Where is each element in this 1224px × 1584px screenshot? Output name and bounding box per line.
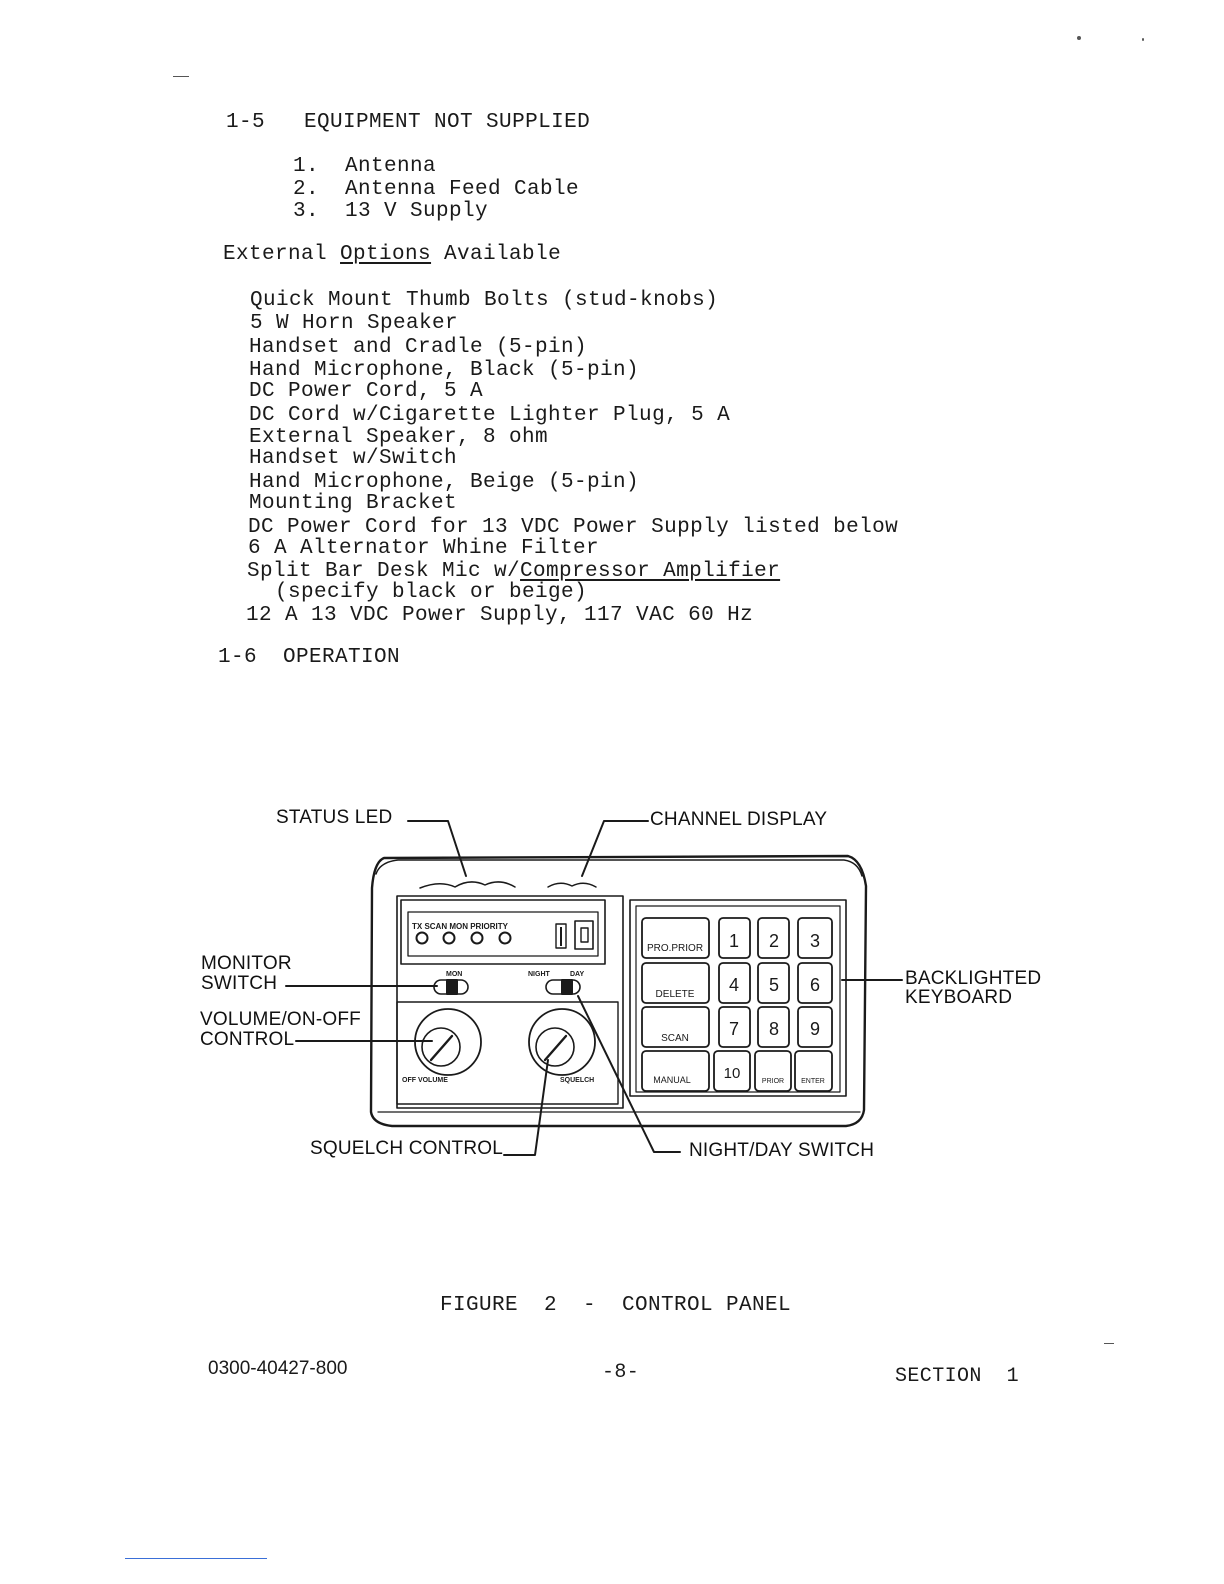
night-label: NIGHT bbox=[528, 971, 550, 978]
item-number: 3. bbox=[293, 200, 320, 223]
mon-label: MON bbox=[446, 971, 463, 978]
key-label-scan: SCAN bbox=[661, 1033, 689, 1044]
label-status-led: STATUS LED bbox=[276, 807, 393, 828]
option-item: Mounting Bracket bbox=[249, 492, 458, 515]
key-label-manual: MANUAL bbox=[653, 1075, 691, 1085]
label-volume-1: VOLUME/ON-OFF bbox=[200, 1009, 361, 1030]
heading-prefix: External bbox=[223, 243, 341, 266]
display-header: TX SCAN MON PRIORITY bbox=[412, 922, 509, 931]
key-label-pro-prior: PRO.PRIOR bbox=[646, 943, 704, 954]
key-label-3: 3 bbox=[809, 931, 821, 951]
label-channel-display: CHANNEL DISPLAY bbox=[650, 809, 828, 830]
key-label-6: 6 bbox=[809, 975, 821, 995]
scan-speck bbox=[1077, 36, 1081, 40]
heading-suffix: Available bbox=[431, 243, 562, 266]
option-item: DC Power Cord for 13 VDC Power Supply listed below bbox=[248, 516, 899, 539]
option-item: Handset w/Switch bbox=[249, 447, 458, 470]
split-bar-prefix: Split Bar Desk Mic w/ bbox=[247, 560, 521, 583]
item-number: 2. bbox=[293, 178, 320, 201]
section-number: 1-6 bbox=[218, 646, 258, 669]
key-label-10: 10 bbox=[723, 1065, 741, 1082]
option-item: DC Power Cord, 5 A bbox=[249, 380, 484, 403]
label-volume-2: CONTROL bbox=[200, 1029, 295, 1050]
footer-doc-number: 0300-40427-800 bbox=[208, 1358, 348, 1379]
section-number: 1-5 bbox=[226, 111, 266, 134]
key-label-1: 1 bbox=[728, 931, 740, 951]
key-label-4: 4 bbox=[728, 975, 740, 995]
key-manual bbox=[642, 1051, 709, 1091]
page-edge-line bbox=[125, 1558, 267, 1559]
off-volume-label: OFF VOLUME bbox=[402, 1077, 448, 1084]
item-text: Antenna Feed Cable bbox=[345, 178, 580, 201]
item-text: 13 V Supply bbox=[345, 200, 489, 223]
leader-night-day bbox=[578, 996, 680, 1152]
key-label-7: 7 bbox=[728, 1019, 740, 1039]
item-text: Antenna bbox=[345, 155, 437, 178]
label-backlighted-2: KEYBOARD bbox=[905, 987, 1013, 1008]
label-backlighted-1: BACKLIGHTED bbox=[905, 968, 1042, 989]
scan-speck bbox=[1104, 1343, 1114, 1344]
squelch-label: SQUELCH bbox=[560, 1077, 595, 1084]
monitor-switch-knob bbox=[447, 980, 457, 994]
item-number: 1. bbox=[293, 155, 320, 178]
day-label: DAY bbox=[570, 971, 585, 978]
option-item: 5 W Horn Speaker bbox=[250, 312, 459, 335]
label-monitor-1: MONITOR bbox=[201, 953, 292, 974]
option-item: Handset and Cradle (5-pin) bbox=[249, 336, 588, 359]
led-mon bbox=[472, 933, 483, 944]
footer-section: SECTION 1 bbox=[895, 1365, 1020, 1388]
key-label-2: 2 bbox=[768, 931, 780, 951]
key-label-delete: DELETE bbox=[655, 989, 695, 1000]
key-label-5: 5 bbox=[768, 975, 780, 995]
option-item: 6 A Alternator Whine Filter bbox=[248, 537, 600, 560]
leader-status-led bbox=[408, 821, 466, 876]
option-item: 12 A 13 VDC Power Supply, 117 VAC 60 Hz bbox=[246, 604, 754, 627]
figure-caption: FIGURE 2 - CONTROL PANEL bbox=[440, 1294, 792, 1317]
option-item-note: (specify black or beige) bbox=[275, 581, 588, 604]
led-priority bbox=[500, 933, 511, 944]
key-enter bbox=[795, 1051, 832, 1091]
option-item: Quick Mount Thumb Bolts (stud-knobs) bbox=[250, 289, 719, 312]
option-item: Hand Microphone, Black (5-pin) bbox=[249, 359, 640, 382]
section-title: OPERATION bbox=[283, 646, 401, 669]
key-prior bbox=[755, 1051, 791, 1091]
key-label-enter: ENTER bbox=[801, 1078, 825, 1085]
label-squelch-control: SQUELCH CONTROL bbox=[310, 1138, 504, 1159]
footer-page-number: -8- bbox=[602, 1361, 640, 1384]
scan-speck bbox=[1142, 38, 1144, 41]
option-item: External Speaker, 8 ohm bbox=[249, 426, 549, 449]
key-label-8: 8 bbox=[768, 1019, 780, 1039]
heading-underlined: Options bbox=[340, 243, 432, 266]
night-day-switch-knob bbox=[562, 980, 572, 994]
section-title: EQUIPMENT NOT SUPPLIED bbox=[304, 111, 591, 134]
label-monitor-2: SWITCH bbox=[201, 973, 278, 994]
scan-speck bbox=[173, 76, 189, 77]
key-label-9: 9 bbox=[809, 1019, 821, 1039]
key-label-prior: PRIOR bbox=[761, 1078, 785, 1085]
leader-channel-display bbox=[582, 821, 648, 876]
split-bar-underlined: Compressor Amplifier bbox=[520, 560, 781, 583]
led-scan bbox=[444, 933, 455, 944]
led-tx bbox=[417, 933, 428, 944]
label-night-day-switch: NIGHT/DAY SWITCH bbox=[689, 1140, 875, 1161]
option-item: Hand Microphone, Beige (5-pin) bbox=[249, 471, 640, 494]
option-item: DC Cord w/Cigarette Lighter Plug, 5 A bbox=[249, 404, 731, 427]
